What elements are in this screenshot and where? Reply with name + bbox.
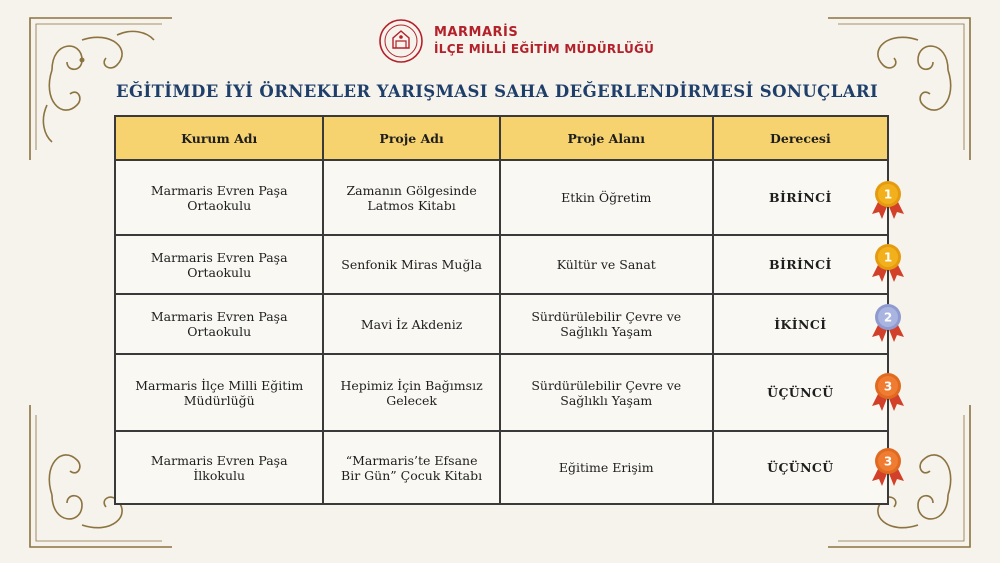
cell-proje: “Marmaris’te Efsane Bir Gün” Çocuk Kitabı (323, 431, 499, 504)
bronze-medal-icon (868, 445, 908, 487)
medal-number: 3 (883, 454, 893, 469)
gold-medal-icon (868, 178, 908, 220)
cell-kurum: Marmaris Evren Paşa Ortaokulu (115, 235, 323, 294)
gold-medal-icon (868, 241, 908, 283)
column-header-derece: Derecesi (713, 116, 888, 160)
table-row (115, 235, 888, 294)
cell-proje: Hepimiz İçin Bağımsız Gelecek (323, 354, 499, 431)
table-row (115, 294, 888, 354)
cell-derece: ÜÇÜNCÜ (713, 354, 888, 431)
medal-number: 2 (883, 310, 893, 325)
cell-kurum: Marmaris Evren Paşa Ortaokulu (115, 294, 323, 354)
cell-proje: Mavi İz Akdeniz (323, 294, 499, 354)
medal-number: 3 (883, 379, 893, 394)
cell-kurum: Marmaris Evren Paşa Ortaokulu (115, 160, 323, 235)
org-name-line2: İLÇE MİLLİ EĞİTİM MÜDÜRLÜĞÜ (434, 42, 655, 56)
table-row (115, 431, 888, 504)
column-header-kurum: Kurum Adı (115, 116, 323, 160)
cell-proje: Senfonik Miras Muğla (323, 235, 499, 294)
medal-number: 1 (883, 250, 893, 265)
cell-kurum: Marmaris İlçe Milli Eğitim Müdürlüğü (115, 354, 323, 431)
cell-alan: Sürdürülebilir Çevre ve Sağlıklı Yaşam (500, 354, 713, 431)
table-row (115, 354, 888, 431)
cell-alan: Eğitime Erişim (500, 431, 713, 504)
ministry-emblem-icon (378, 18, 424, 64)
cell-derece: BİRİNCİ (713, 160, 888, 235)
results-table (114, 115, 889, 505)
column-header-proje: Proje Adı (323, 116, 499, 160)
cell-derece: BİRİNCİ (713, 235, 888, 294)
cell-derece: ÜÇÜNCÜ (713, 431, 888, 504)
header-logo (378, 18, 654, 64)
cell-kurum: Marmaris Evren Paşa İlkokulu (115, 431, 323, 504)
cell-alan: Sürdürülebilir Çevre ve Sağlıklı Yaşam (500, 294, 713, 354)
bronze-medal-icon (868, 370, 908, 412)
cell-alan: Etkin Öğretim (500, 160, 713, 235)
page-title: EĞİTİMDE İYİ ÖRNEKLER YARIŞMASI SAHA DEĞERLENDİRMESİ SONUÇLARI (116, 82, 879, 101)
cell-alan: Kültür ve Sanat (500, 235, 713, 294)
cell-derece: İKİNCİ (713, 294, 888, 354)
table-header-row (115, 116, 888, 160)
table-row (115, 160, 888, 235)
cell-proje: Zamanın Gölgesinde Latmos Kitabı (323, 160, 499, 235)
silver-medal-icon (868, 301, 908, 343)
column-header-alan: Proje Alanı (500, 116, 713, 160)
medal-number: 1 (883, 187, 893, 202)
org-name-line1: MARMARİS (434, 25, 519, 40)
